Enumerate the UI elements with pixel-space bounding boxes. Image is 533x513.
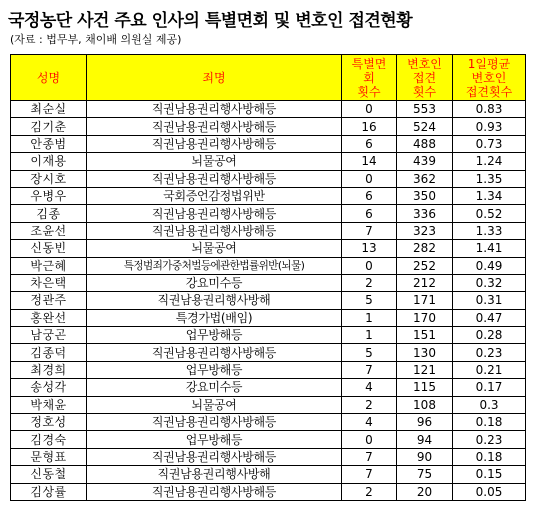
cell-crime: 강요미수등 xyxy=(87,274,342,291)
header-special-visits-line: 특별면 xyxy=(351,56,387,71)
cell-daily-average: 0.93 xyxy=(453,118,526,135)
cell-lawyer-visits: 151 xyxy=(397,327,453,344)
cell-daily-average: 1.34 xyxy=(453,187,526,204)
cell-daily-average: 0.52 xyxy=(453,205,526,222)
header-special-visits-line: 회 xyxy=(363,70,375,85)
cell-lawyer-visits: 362 xyxy=(397,170,453,187)
table-row xyxy=(11,118,526,135)
header-crime: 죄명 xyxy=(87,55,342,101)
cell-lawyer-visits: 96 xyxy=(397,414,453,431)
cell-special-visits: 6 xyxy=(342,135,397,152)
header-lawyer-visits-line: 접견 xyxy=(412,70,437,85)
cell-name: 김경숙 xyxy=(11,431,87,448)
cell-name: 송성각 xyxy=(11,379,87,396)
cell-special-visits: 14 xyxy=(342,153,397,170)
cell-lawyer-visits: 20 xyxy=(397,483,453,500)
cell-name: 최순실 xyxy=(11,101,87,118)
table-row xyxy=(11,466,526,483)
table-row xyxy=(11,483,526,500)
cell-lawyer-visits: 439 xyxy=(397,153,453,170)
cell-crime: 직권남용권리행사방해등 xyxy=(87,344,342,361)
cell-crime: 직권남용권리행사방해등 xyxy=(87,101,342,118)
table-row xyxy=(11,309,526,326)
cell-daily-average: 0.21 xyxy=(453,361,526,378)
cell-lawyer-visits: 336 xyxy=(397,205,453,222)
cell-special-visits: 5 xyxy=(342,292,397,309)
cell-daily-average: 0.18 xyxy=(453,448,526,465)
cell-special-visits: 0 xyxy=(342,431,397,448)
cell-crime: 직권남용권리행사방해 xyxy=(87,466,342,483)
cell-daily-average: 0.17 xyxy=(453,379,526,396)
cell-crime: 직권남용권리행사방해등 xyxy=(87,205,342,222)
cell-special-visits: 7 xyxy=(342,222,397,239)
cell-crime: 직권남용권리행사방해등 xyxy=(87,135,342,152)
cell-lawyer-visits: 282 xyxy=(397,240,453,257)
cell-lawyer-visits: 252 xyxy=(397,257,453,274)
cell-daily-average: 0.47 xyxy=(453,309,526,326)
table-row xyxy=(11,274,526,291)
header-daily-average-line: 접견횟수 xyxy=(465,84,513,99)
cell-name: 조윤선 xyxy=(11,222,87,239)
cell-special-visits: 1 xyxy=(342,327,397,344)
cell-lawyer-visits: 488 xyxy=(397,135,453,152)
cell-crime: 직권남용권리행사방해등 xyxy=(87,118,342,135)
cell-special-visits: 2 xyxy=(342,396,397,413)
cell-lawyer-visits: 524 xyxy=(397,118,453,135)
cell-daily-average: 1.33 xyxy=(453,222,526,239)
cell-daily-average: 0.18 xyxy=(453,414,526,431)
cell-crime: 뇌물공여 xyxy=(87,240,342,257)
cell-daily-average: 0.83 xyxy=(453,101,526,118)
cell-name: 신동빈 xyxy=(11,240,87,257)
cell-crime: 업무방해등 xyxy=(87,327,342,344)
table-row xyxy=(11,414,526,431)
cell-special-visits: 7 xyxy=(342,466,397,483)
cell-lawyer-visits: 170 xyxy=(397,309,453,326)
cell-special-visits: 6 xyxy=(342,187,397,204)
cell-lawyer-visits: 121 xyxy=(397,361,453,378)
table-row xyxy=(11,135,526,152)
header-lawyer-visits-line: 횟수 xyxy=(412,84,437,99)
cell-lawyer-visits: 115 xyxy=(397,379,453,396)
cell-lawyer-visits: 553 xyxy=(397,101,453,118)
cell-lawyer-visits: 90 xyxy=(397,448,453,465)
cell-daily-average: 0.23 xyxy=(453,431,526,448)
table-header-row xyxy=(11,55,526,101)
cell-name: 우병우 xyxy=(11,187,87,204)
cell-special-visits: 0 xyxy=(342,257,397,274)
cell-special-visits: 2 xyxy=(342,274,397,291)
cell-crime: 직권남용권리행사방해등 xyxy=(87,222,342,239)
cell-special-visits: 0 xyxy=(342,170,397,187)
cell-special-visits: 5 xyxy=(342,344,397,361)
cell-name: 박근혜 xyxy=(11,257,87,274)
cell-special-visits: 7 xyxy=(342,448,397,465)
cell-lawyer-visits: 94 xyxy=(397,431,453,448)
cell-lawyer-visits: 108 xyxy=(397,396,453,413)
cell-crime: 직권남용권리행사방해등 xyxy=(87,414,342,431)
table-row xyxy=(11,170,526,187)
table-row xyxy=(11,292,526,309)
page-title: 국정농단 사건 주요 인사의 특별면회 및 변호인 접견현황 xyxy=(8,11,413,31)
cell-name: 박채윤 xyxy=(11,396,87,413)
cell-daily-average: 0.05 xyxy=(453,483,526,500)
cell-special-visits: 0 xyxy=(342,101,397,118)
cell-lawyer-visits: 350 xyxy=(397,187,453,204)
header-daily-average-line: 1일평균 xyxy=(467,56,511,71)
cell-name: 김종 xyxy=(11,205,87,222)
cell-crime: 국회증언감정법위반 xyxy=(87,187,342,204)
header-daily-average xyxy=(453,55,526,101)
cell-name: 문형표 xyxy=(11,448,87,465)
cell-lawyer-visits: 323 xyxy=(397,222,453,239)
cell-daily-average: 1.24 xyxy=(453,153,526,170)
cell-name: 장시호 xyxy=(11,170,87,187)
header-lawyer-visits xyxy=(397,55,453,101)
cell-special-visits: 4 xyxy=(342,414,397,431)
cell-special-visits: 1 xyxy=(342,309,397,326)
table-row xyxy=(11,448,526,465)
cell-name: 신동철 xyxy=(11,466,87,483)
cell-name: 정관주 xyxy=(11,292,87,309)
cell-name: 김상률 xyxy=(11,483,87,500)
cell-daily-average: 1.41 xyxy=(453,240,526,257)
cell-name: 홍완선 xyxy=(11,309,87,326)
cell-name: 최경희 xyxy=(11,361,87,378)
cell-name: 남궁곤 xyxy=(11,327,87,344)
header-special-visits-line: 횟수 xyxy=(357,84,381,99)
header-lawyer-visits-line: 변호인 xyxy=(407,56,442,71)
cell-crime: 직권남용권리행사방해등 xyxy=(87,483,342,500)
table-row xyxy=(11,153,526,170)
cell-daily-average: 0.31 xyxy=(453,292,526,309)
cell-daily-average: 0.15 xyxy=(453,466,526,483)
table-row xyxy=(11,431,526,448)
cell-crime: 직권남용권리행사방해등 xyxy=(87,170,342,187)
table-row xyxy=(11,205,526,222)
table-row xyxy=(11,222,526,239)
cell-name: 정호성 xyxy=(11,414,87,431)
cell-crime: 직권남용권리행사방해등 xyxy=(87,448,342,465)
cell-crime: 뇌물공여 xyxy=(87,396,342,413)
table-row xyxy=(11,257,526,274)
cell-name: 안종범 xyxy=(11,135,87,152)
cell-daily-average: 0.73 xyxy=(453,135,526,152)
cell-daily-average: 0.32 xyxy=(453,274,526,291)
cell-daily-average: 1.35 xyxy=(453,170,526,187)
cell-crime: 업무방해등 xyxy=(87,431,342,448)
cell-special-visits: 4 xyxy=(342,379,397,396)
header-name: 성명 xyxy=(11,55,87,101)
cell-crime: 업무방해등 xyxy=(87,361,342,378)
cell-crime: 특정범죄가중처벌등에관한법률위반(뇌물) xyxy=(87,257,342,274)
cell-daily-average: 0.28 xyxy=(453,327,526,344)
table-row xyxy=(11,361,526,378)
cell-crime: 강요미수등 xyxy=(87,379,342,396)
cell-special-visits: 16 xyxy=(342,118,397,135)
cell-lawyer-visits: 130 xyxy=(397,344,453,361)
cell-special-visits: 13 xyxy=(342,240,397,257)
cell-special-visits: 6 xyxy=(342,205,397,222)
header-daily-average-line: 변호인 xyxy=(471,70,507,85)
cell-crime: 뇌물공여 xyxy=(87,153,342,170)
cell-lawyer-visits: 212 xyxy=(397,274,453,291)
cell-daily-average: 0.23 xyxy=(453,344,526,361)
cell-daily-average: 0.3 xyxy=(453,396,526,413)
cell-special-visits: 2 xyxy=(342,483,397,500)
cell-crime: 특경가법(배임) xyxy=(87,309,342,326)
cell-name: 이재용 xyxy=(11,153,87,170)
table-row xyxy=(11,327,526,344)
table-row xyxy=(11,344,526,361)
cell-name: 김기춘 xyxy=(11,118,87,135)
cell-crime: 직권남용권리행사방해 xyxy=(87,292,342,309)
cell-lawyer-visits: 75 xyxy=(397,466,453,483)
cell-daily-average: 0.49 xyxy=(453,257,526,274)
table-row xyxy=(11,240,526,257)
table-row xyxy=(11,379,526,396)
table-row xyxy=(11,396,526,413)
cell-name: 차은택 xyxy=(11,274,87,291)
source-note: (자료 : 법무부, 채이배 의원실 제공) xyxy=(10,33,182,46)
header-special-visits xyxy=(342,55,397,101)
table-row xyxy=(11,101,526,118)
table-row xyxy=(11,187,526,204)
visits-table xyxy=(10,54,526,501)
cell-special-visits: 7 xyxy=(342,361,397,378)
cell-lawyer-visits: 171 xyxy=(397,292,453,309)
cell-name: 김종덕 xyxy=(11,344,87,361)
